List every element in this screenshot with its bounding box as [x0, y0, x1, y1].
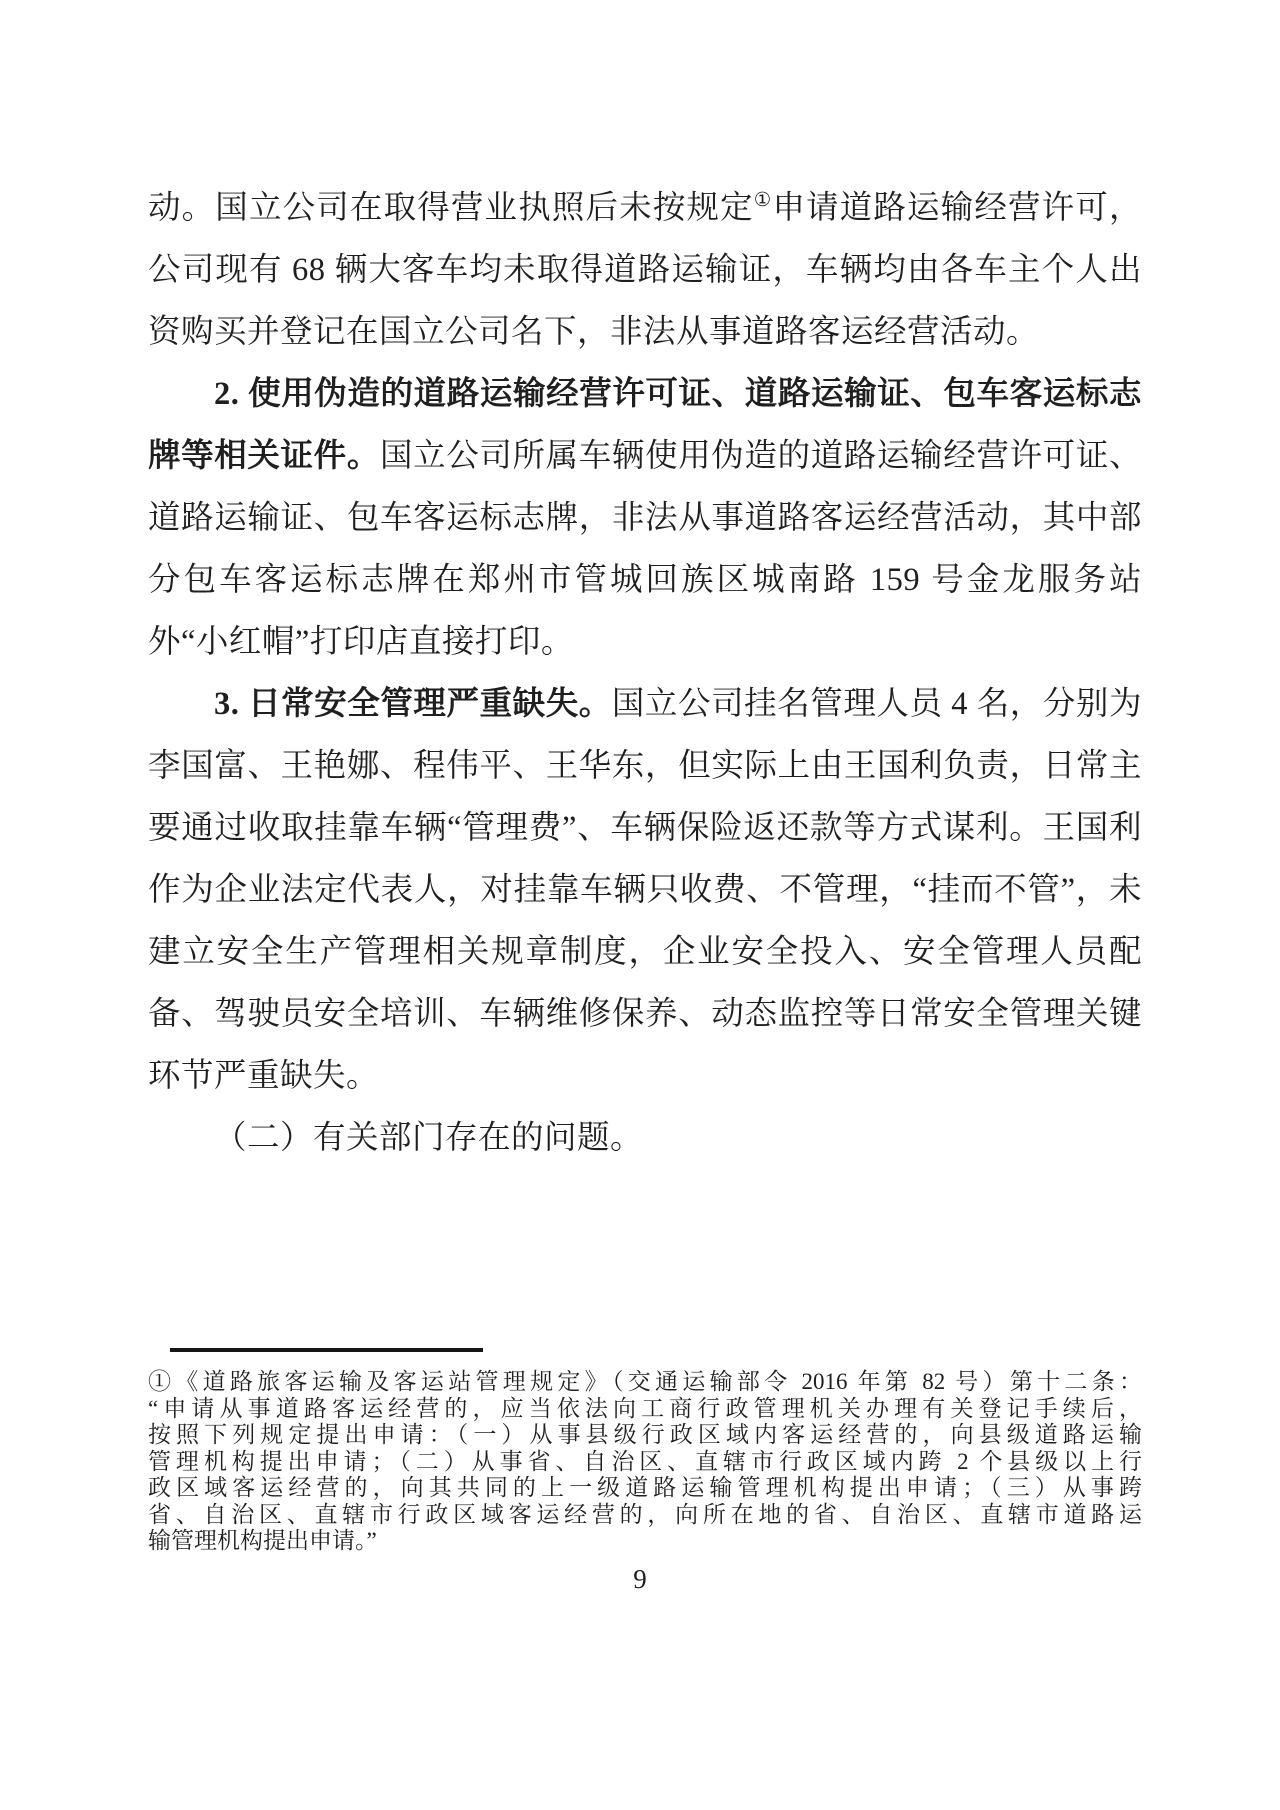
main-text-block: [148, 177, 1142, 1169]
footnote-reference-1: ①: [753, 190, 773, 212]
text-run: 动。国立公司在取得营业执照后未按规定: [148, 190, 754, 226]
heading-run-bold: 2. 使用伪造的道路运输经营许可证、道路运输证、包车客运标志牌等相关证件。: [148, 376, 1142, 474]
heading-run-bold: 3. 日常安全管理严重缺失。: [214, 686, 612, 722]
footnote-line: 按照下列规定提出申请：（一）从事县级行政区域内客运经营的，向县级道路运输: [148, 1422, 1142, 1447]
paragraph-item-2: [148, 363, 1142, 673]
footnote-line: 政区域客运经营的，向其共同的上一级道路运输管理机构提出申请；（三）从事跨: [148, 1475, 1142, 1500]
text-run: 申请道路运输经营许可，公司现有 68 辆大客车均未取得道路运输证，车辆均由各车主个人出资购买并登记在国立公司名下，非法从事道路客运经营活动。: [148, 190, 1142, 350]
footnote-line: 管理机构提出申请；（二）从事省、自治区、直辖市行政区域内跨 2 个县级以上行: [148, 1448, 1142, 1474]
footnote-line: “申请从事道路客运经营的，应当依法向工商行政管理机关办理有关登记手续后，: [148, 1395, 1142, 1421]
footnote-line: ①《道路旅客运输及客运站管理规定》（交通运输部令 2016 年第 82 号）第十二条：: [148, 1369, 1142, 1394]
footnote-line: 省、自治区、直辖市行政区域客运经营的，向所在地的省、自治区、直辖市道路运: [148, 1501, 1142, 1527]
paragraph-subheading-2: [148, 1107, 1142, 1169]
footnote-line: 输管理机构提出申请。”: [148, 1528, 377, 1553]
text-run: 国立公司挂名管理人员 4 名，分别为李国富、王艳娜、程伟平、王华东，但实际上由王国利负责，日常主要通过收取挂靠车辆“管理费”、车辆保险返还款等方式谋利。王国利作为企业法定代表人，对挂靠车辆只收费、不管理，“挂而不管”，未建立安全生产管理相关规章制度，企业安全投入、安全管理人员配备、驾驶员安全培训、车辆维修保养、动态监控等日常安全管理关键环节严重缺失。: [148, 686, 1142, 1094]
footnote-separator-rule: [170, 1348, 483, 1352]
footnote-block: [148, 1369, 1142, 1555]
page-number: 9: [633, 1564, 647, 1594]
paragraph-item-3: [148, 673, 1142, 1107]
text-run: 国立公司所属车辆使用伪造的道路运输经营许可证、道路运输证、包车客运标志牌，非法从事道路客运经营活动，其中部分包车客运标志牌在郑州市管城回族区城南路 159 号金龙服务站外“小红帽”打印店直接打印。: [148, 438, 1142, 660]
paragraph-continuation: [148, 177, 1142, 363]
text-run: （二）有关部门存在的问题。: [214, 1120, 644, 1156]
